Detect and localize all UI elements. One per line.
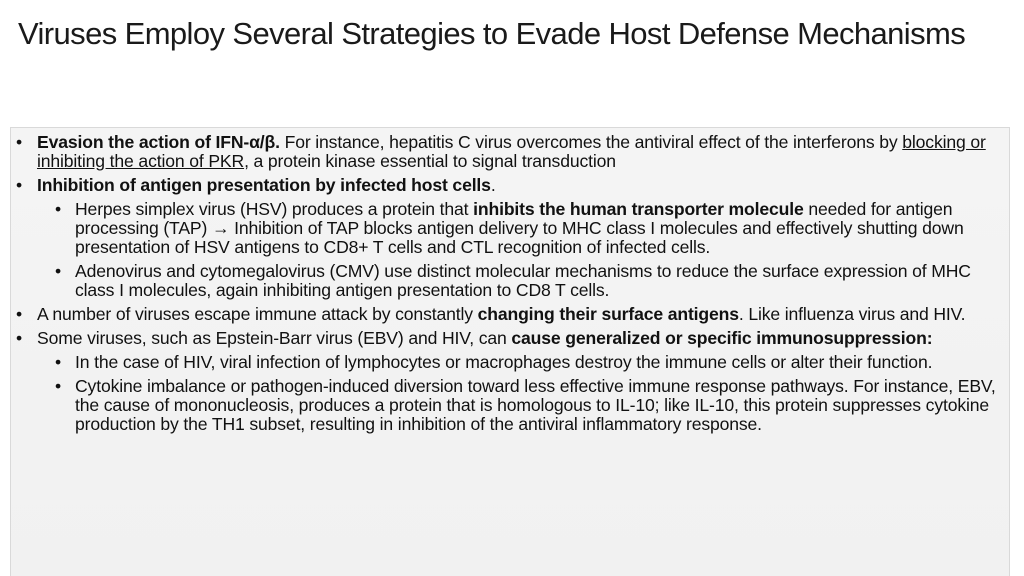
bullet-icon: • xyxy=(55,199,62,219)
list-item-surface-antigens xyxy=(10,305,1005,324)
item-text: A number of viruses escape immune attack by constantly xyxy=(37,304,478,324)
sub-item-hiv xyxy=(10,353,1005,372)
item-bold-text: cause generalized or specific immunosuppression: xyxy=(511,328,933,348)
item-text: In the case of HIV, viral infection of lymphocytes or macrophages destroy the immune cells or alter their function. xyxy=(75,352,933,372)
item-text: . xyxy=(490,175,496,195)
item-bold-text: changing their surface antigens xyxy=(477,304,739,324)
bullet-icon: • xyxy=(55,261,62,281)
item-text: needed for antigen processing (TAP) xyxy=(75,199,953,238)
bullet-icon: • xyxy=(55,352,62,372)
sub-item-cytokine-imbalance xyxy=(10,377,1005,434)
item-bold-lead: Evasion the action of IFN-α/β. xyxy=(37,132,280,152)
list-item-ifn-evasion xyxy=(10,133,1005,171)
item-text: . Like influenza virus and HIV. xyxy=(738,304,966,324)
bullet-icon: • xyxy=(16,328,23,348)
item-text: Herpes simplex virus (HSV) produces a protein that xyxy=(75,199,474,219)
bullet-icon: • xyxy=(16,304,23,324)
item-text: Adenovirus and cytomegalovirus (CMV) use distinct molecular mechanisms to reduce the surface expression of MHC class I molecules, again inhibiting antigen presentation to CD8 T cells. xyxy=(75,261,971,300)
bullet-list xyxy=(10,133,1005,439)
item-text: Cytokine imbalance or pathogen-induced diversion toward less effective immune response pathways. For instance, EBV, the cause of mononucleosis, produces a protein that is homologous to IL-10; like IL-10, this protein suppresses cytokine production by the TH1 subset, resulting in inhibition of the antiviral inflammatory response. xyxy=(75,376,996,434)
item-text: Inhibition of TAP blocks antigen delivery to MHC class I molecules and effectively shutting down presentation of HSV antigens to CD8+ T cells and CTL recognition of infected cells. xyxy=(75,218,964,257)
item-bold-lead: Inhibition of antigen presentation by infected host cells xyxy=(37,175,491,195)
list-item-immunosuppression xyxy=(10,329,1005,348)
item-underlined-text: blocking or inhibiting the action of PKR xyxy=(37,132,986,171)
list-item-antigen-presentation xyxy=(10,176,1005,195)
sub-item-hsv xyxy=(10,200,1005,257)
sub-item-adenovirus-cmv xyxy=(10,262,1005,300)
bullet-icon: • xyxy=(16,132,23,152)
bullet-icon: • xyxy=(16,175,23,195)
arrow-right-icon: → xyxy=(211,218,230,238)
item-bold-text: inhibits the human transporter molecule xyxy=(473,199,804,219)
bullet-icon: • xyxy=(55,376,62,396)
item-text: For instance, hepatitis C virus overcomes the antiviral effect of the interferons by xyxy=(279,132,903,152)
item-text: , a protein kinase essential to signal transduction xyxy=(244,151,616,171)
item-text: Some viruses, such as Epstein-Barr virus (EBV) and HIV, can xyxy=(37,328,512,348)
slide-title: Viruses Employ Several Strategies to Evade Host Defense Mechanisms xyxy=(18,16,966,51)
